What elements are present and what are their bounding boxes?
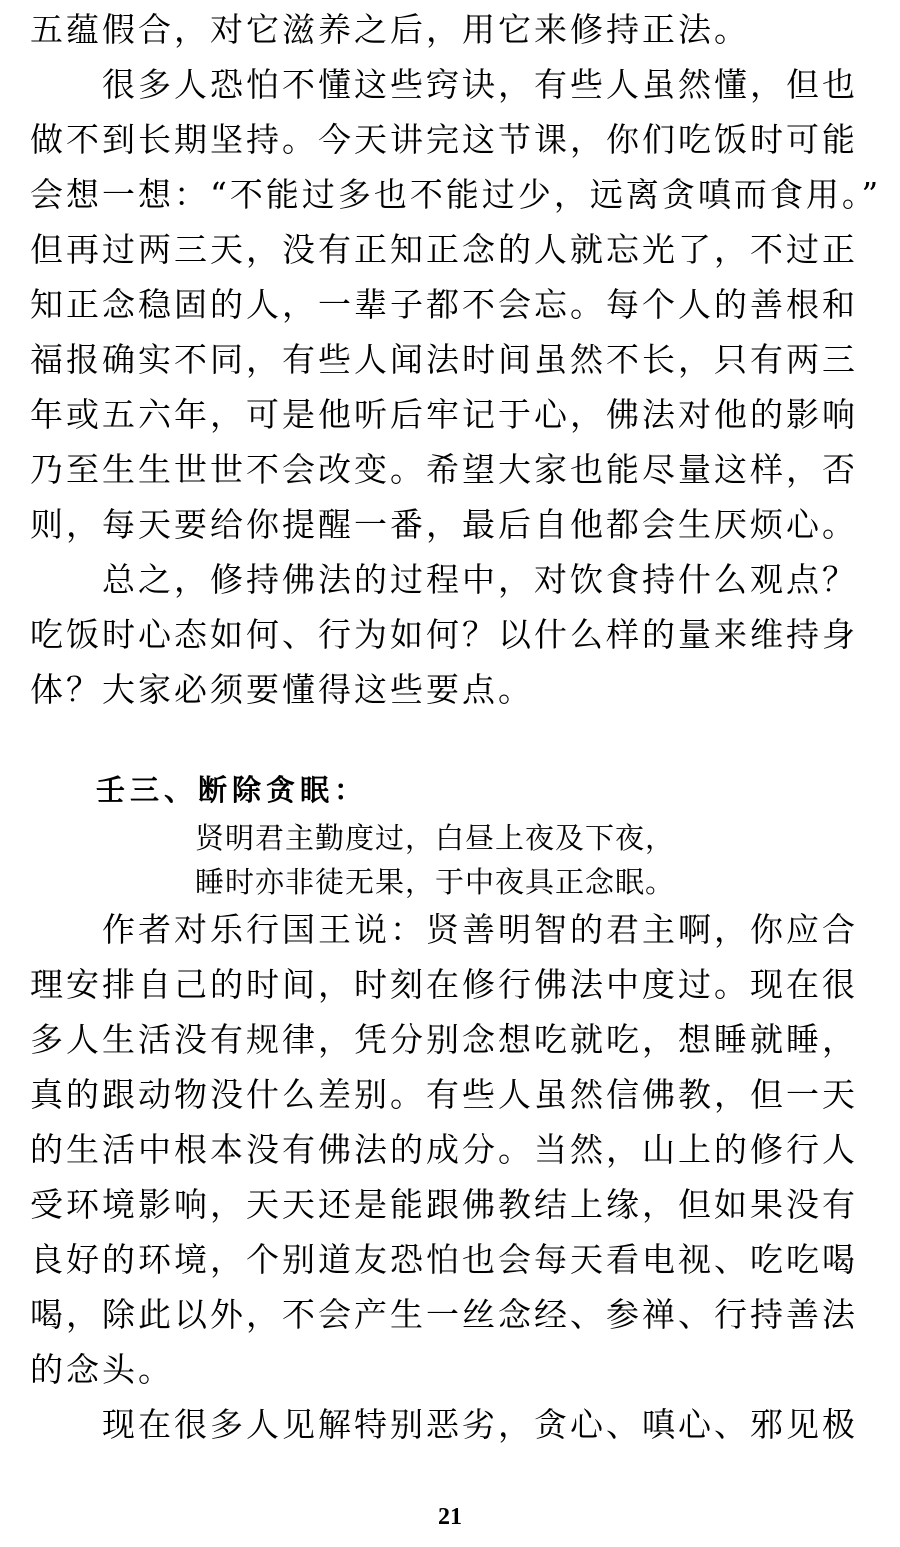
body-line: 的生活中根本没有佛法的成分。当然，山上的修行人 [30,1130,858,1169]
body-line: 现在很多人见解特别恶劣，贪心、嗔心、邪见极 [30,1405,858,1444]
body-line: 受环境影响，天天还是能跟佛教结上缘，但如果没有 [30,1185,858,1224]
body-line: 做不到长期坚持。今天讲完这节课，你们吃饭时可能 [30,120,858,159]
page-number: 21 [438,1504,462,1530]
body-line: 很多人恐怕不懂这些窍诀，有些人虽然懂，但也 [30,65,858,104]
body-line: 喝，除此以外，不会产生一丝念经、参禅、行持善法 [30,1295,858,1334]
body-line: 则，每天要给你提醒一番，最后自他都会生厌烦心。 [30,505,858,544]
body-line: 良好的环境，个别道友恐怕也会每天看电视、吃吃喝 [30,1240,858,1279]
body-line: 真的跟动物没什么差别。有些人虽然信佛教，但一天 [30,1075,858,1114]
section-heading: 壬三、断除贪眠： [96,773,369,807]
verse-line: 贤明君主勤度过，白昼上夜及下夜， [195,821,676,855]
body-line: 五蕴假合，对它滋养之后，用它来修持正法。 [30,10,750,49]
body-line: 的念头。 [30,1350,174,1389]
body-line: 知正念稳固的人，一辈子都不会忘。每个人的善根和 [30,285,858,324]
body-line: 体？大家必须要懂得这些要点。 [30,670,534,709]
body-line: 吃饭时心态如何、行为如何？以什么样的量来维持身 [30,615,858,654]
body-line: 多人生活没有规律，凭分别念想吃就吃，想睡就睡， [30,1020,858,1059]
body-line: 会想一想：“不能过多也不能过少，远离贪嗔而食用。” [30,175,882,214]
body-line: 理安排自己的时间，时刻在修行佛法中度过。现在很 [30,965,858,1004]
body-line: 年或五六年，可是他听后牢记于心，佛法对他的影响 [30,395,858,434]
body-line: 福报确实不同，有些人闻法时间虽然不长，只有两三 [30,340,858,379]
verse-line: 睡时亦非徒无果，于中夜具正念眠。 [195,865,676,899]
body-line: 总之，修持佛法的过程中，对饮食持什么观点？ [30,560,858,599]
body-line: 但再过两三天，没有正知正念的人就忘光了，不过正 [30,230,858,269]
body-line: 作者对乐行国王说：贤善明智的君主啊，你应合 [30,910,858,949]
body-line: 乃至生生世世不会改变。希望大家也能尽量这样，否 [30,450,858,489]
